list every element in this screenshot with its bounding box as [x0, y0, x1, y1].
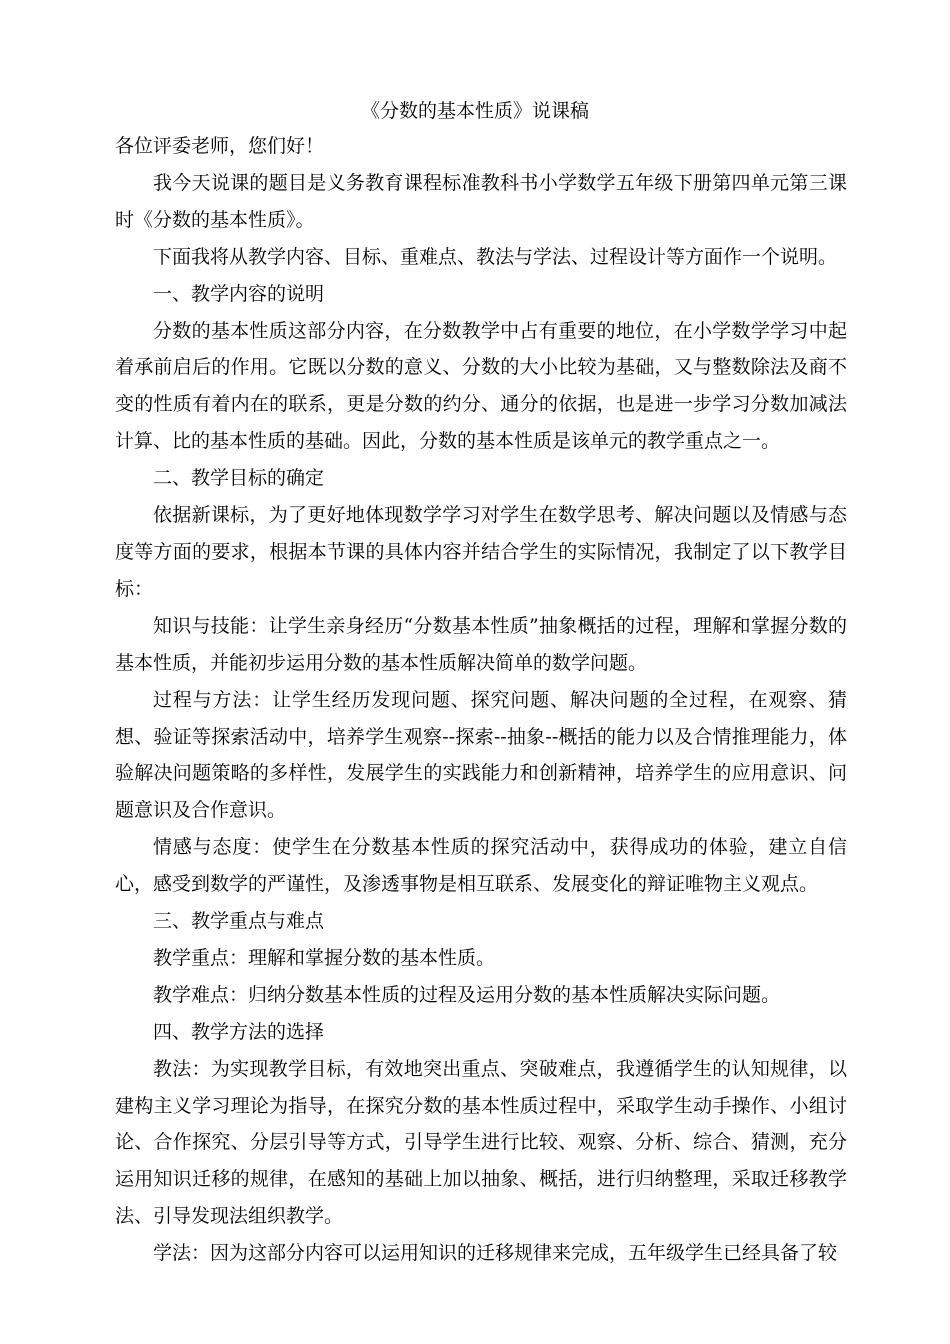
- paragraph: 过程与方法：让学生经历发现问题、探究问题、解决问题的全过程，在观察、猜想、验证等探索活动中，培养学生观察--探索--抽象--概括的能力以及合情推理能力，体验解决问题策略的多样性，发展学生的实践能力和创新精神，培养学生的应用意识、问题意识及合作意识。: [115, 688, 847, 822]
- paragraph: 各位评委老师，您们好！: [115, 135, 325, 157]
- paragraph: 三、教学重点与难点: [153, 910, 325, 933]
- paragraph: 一、教学内容的说明: [153, 282, 325, 305]
- paragraph: 情感与态度：使学生在分数基本性质的探究活动中，获得成功的体验，建立自信心，感受到数学的严谨性，及渗透事物是相互联系、发展变化的辩证唯物主义观点。: [115, 836, 847, 896]
- paragraph: 依据新课标，为了更好地体现数学学习对学生在数学思考、解决问题以及情感与态度等方面的要求，根据本节课的具体内容并结合学生的实际情况，我制定了以下教学目标：: [115, 504, 847, 600]
- paragraph: 教学重点：理解和掌握分数的基本性质。: [153, 946, 496, 969]
- paragraph: 下面我将从教学内容、目标、重难点、教法与学法、过程设计等方面作一个说明。: [153, 245, 838, 268]
- paragraph: 知识与技能：让学生亲身经历“分数基本性质”抽象概括的过程，理解和掌握分数的基本性质，并能初步运用分数的基本性质解决简单的数学问题。: [115, 614, 847, 674]
- document-body: [115, 128, 847, 1272]
- paragraph: 教法：为实现教学目标，有效地突出重点、突破难点，我遵循学生的认知规律，以建构主义学习理论为指导，在探究分数的基本性质过程中，采取学生动手操作、小组讨论、合作探究、分层引导等方式，引导学生进行比较、观察、分析、综合、猜测，充分运用知识迁移的规律，在感知的基础上加以抽象、概括，进行归纳整理，采取迁移教学法、引导发现法组织教学。: [115, 1057, 847, 1228]
- paragraph: 二、教学目标的确定: [153, 467, 325, 490]
- paragraph: 学法：因为这部分内容可以运用知识的迁移规律来完成，五年级学生已经具备了较: [153, 1242, 838, 1265]
- paragraph: 四、教学方法的选择: [153, 1020, 325, 1043]
- document-title: 《分数的基本性质》说课稿: [360, 100, 589, 122]
- paragraph: 分数的基本性质这部分内容，在分数教学中占有重要的地位，在小学数学学习中起着承前启后的作用。它既以分数的意义、分数的大小比较为基础，又与整数除法及商不变的性质有着内在的联系，更是分数的约分、通分的依据，也是进一步学习分数加减法计算、比的基本性质的基础。因此，分数的基本性质是该单元的教学重点之一。: [115, 319, 847, 453]
- paragraph: 教学难点：归纳分数基本性质的过程及运用分数的基本性质解决实际问题。: [153, 983, 781, 1006]
- paragraph: 我今天说课的题目是义务教育课程标准教科书小学数学五年级下册第四单元第三课时《分数的基本性质》。: [115, 171, 847, 231]
